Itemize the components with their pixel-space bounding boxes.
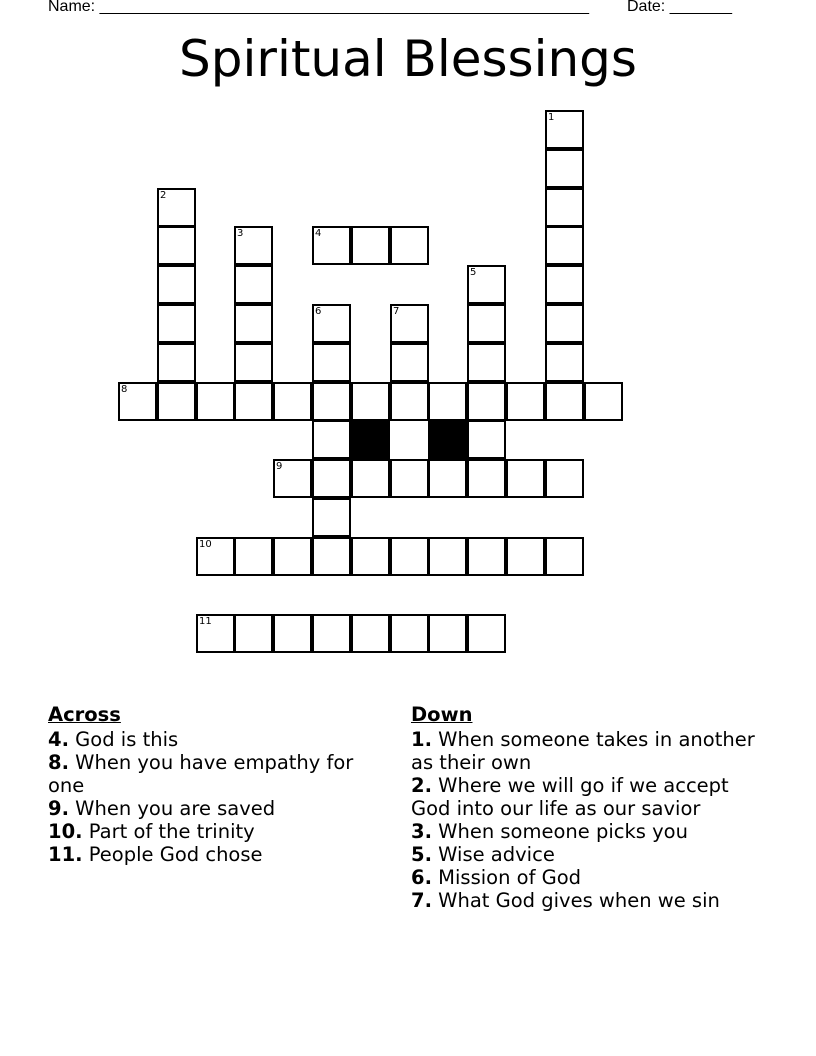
down-clue (411, 774, 761, 820)
down-clue (411, 728, 761, 774)
across-clue-list (48, 728, 378, 866)
grid-cell[interactable] (312, 459, 351, 498)
grid-cell[interactable] (506, 382, 545, 421)
clue-number: 2. (411, 774, 432, 797)
clue-text: When someone picks you (431, 820, 688, 843)
grid-cell[interactable] (428, 459, 467, 498)
grid-cell[interactable] (234, 537, 273, 576)
clue-number: 11 (199, 616, 212, 627)
grid-cell[interactable] (196, 537, 235, 576)
grid-cell[interactable] (234, 382, 273, 421)
grid-cell[interactable] (467, 343, 506, 382)
grid-cell[interactable] (157, 382, 196, 421)
grid-cell[interactable] (312, 614, 351, 653)
grid-cell[interactable] (196, 382, 235, 421)
grid-cell[interactable] (157, 304, 196, 343)
grid-cell[interactable] (467, 459, 506, 498)
across-clue (48, 728, 378, 751)
grid-cell[interactable] (118, 382, 157, 421)
clue-number: 4 (315, 228, 322, 239)
date-field: Date: _______ (627, 0, 732, 15)
grid-cell[interactable] (312, 537, 351, 576)
grid-cell[interactable] (545, 343, 584, 382)
across-clue (48, 843, 378, 866)
grid-cell[interactable] (545, 304, 584, 343)
grid-cell[interactable] (390, 537, 429, 576)
clue-number: 4. (48, 728, 69, 751)
grid-cell[interactable] (506, 537, 545, 576)
down-clue-list (411, 728, 761, 912)
across-clues (48, 703, 378, 866)
grid-cell[interactable] (157, 265, 196, 304)
grid-cell[interactable] (545, 265, 584, 304)
grid-cell[interactable] (234, 304, 273, 343)
grid-cell[interactable] (234, 614, 273, 653)
grid-cell[interactable] (545, 382, 584, 421)
grid-cell[interactable] (467, 614, 506, 653)
clue-text: People God chose (82, 843, 263, 866)
grid-cell[interactable] (390, 304, 429, 343)
grid-cell[interactable] (312, 498, 351, 537)
grid-cell[interactable] (467, 304, 506, 343)
grid-cell[interactable] (312, 382, 351, 421)
grid-cell[interactable] (196, 614, 235, 653)
down-heading: Down (411, 703, 473, 726)
clue-number: 10. (48, 820, 83, 843)
clue-number: 11. (48, 843, 83, 866)
grid-cell[interactable] (273, 537, 312, 576)
clue-number: 10 (199, 539, 212, 550)
down-clues (411, 703, 761, 912)
clue-number: 7. (411, 889, 432, 912)
clue-number: 3 (237, 228, 244, 239)
clue-number: 6 (315, 306, 322, 317)
grid-cell[interactable] (467, 382, 506, 421)
grid-cell[interactable] (312, 420, 351, 459)
grid-cell[interactable] (467, 537, 506, 576)
grid-cell[interactable] (390, 343, 429, 382)
clue-text: When someone takes in another as their own (411, 728, 755, 774)
grid-cell[interactable] (273, 382, 312, 421)
grid-cell[interactable] (351, 382, 390, 421)
grid-cell[interactable] (428, 537, 467, 576)
clue-text: When you have empathy for one (48, 751, 354, 797)
grid-cell[interactable] (390, 614, 429, 653)
grid-cell[interactable] (273, 614, 312, 653)
across-heading: Across (48, 703, 121, 726)
clue-number: 3. (411, 820, 432, 843)
clue-number: 9 (276, 461, 283, 472)
grid-cell[interactable] (312, 343, 351, 382)
grid-cell[interactable] (234, 226, 273, 265)
across-clue (48, 820, 378, 843)
grid-cell[interactable] (545, 226, 584, 265)
clue-text: God is this (68, 728, 179, 751)
grid-cell[interactable] (312, 304, 351, 343)
clue-text: Part of the trinity (82, 820, 255, 843)
clue-text: What God gives when we sin (431, 889, 720, 912)
grid-cell[interactable] (351, 537, 390, 576)
across-clue (48, 797, 378, 820)
clue-text: When you are saved (68, 797, 276, 820)
clue-number: 8 (121, 384, 128, 395)
clue-text: Mission of God (431, 866, 582, 889)
grid-cell[interactable] (351, 226, 390, 265)
grid-cell[interactable] (234, 265, 273, 304)
black-cell (351, 420, 390, 459)
down-clue (411, 866, 761, 889)
grid-cell[interactable] (545, 537, 584, 576)
grid-cell[interactable] (157, 226, 196, 265)
clue-text: Where we will go if we accept God into our life as our savior (411, 774, 729, 820)
grid-cell[interactable] (506, 459, 545, 498)
grid-cell[interactable] (390, 382, 429, 421)
clue-number: 9. (48, 797, 69, 820)
grid-cell[interactable] (312, 226, 351, 265)
grid-cell[interactable] (467, 265, 506, 304)
clue-number: 8. (48, 751, 69, 774)
clue-number: 7 (393, 306, 400, 317)
grid-cell[interactable] (390, 459, 429, 498)
grid-cell[interactable] (545, 149, 584, 188)
page-title: Spiritual Blessings (179, 30, 637, 88)
clue-number: 1 (548, 112, 555, 123)
grid-cell[interactable] (234, 343, 273, 382)
grid-cell[interactable] (545, 110, 584, 149)
grid-cell[interactable] (157, 188, 196, 227)
grid-cell[interactable] (428, 614, 467, 653)
grid-cell[interactable] (390, 226, 429, 265)
down-clue (411, 820, 761, 843)
grid-cell[interactable] (351, 459, 390, 498)
grid-cell[interactable] (157, 343, 196, 382)
grid-cell[interactable] (351, 614, 390, 653)
name-field: Name: _______________________________________________________ (48, 0, 589, 15)
grid-cell[interactable] (428, 382, 467, 421)
black-cell (428, 420, 467, 459)
clue-number: 2 (160, 190, 167, 201)
down-clue (411, 843, 761, 866)
clue-number: 1. (411, 728, 432, 751)
clue-number: 5 (470, 267, 477, 278)
grid-cell[interactable] (584, 382, 623, 421)
clue-number: 5. (411, 843, 432, 866)
down-clue (411, 889, 761, 912)
grid-cell[interactable] (273, 459, 312, 498)
clue-number: 6. (411, 866, 432, 889)
grid-cell[interactable] (545, 188, 584, 227)
clue-text: Wise advice (431, 843, 555, 866)
grid-cell[interactable] (467, 420, 506, 459)
across-clue (48, 751, 378, 797)
grid-cell[interactable] (545, 459, 584, 498)
